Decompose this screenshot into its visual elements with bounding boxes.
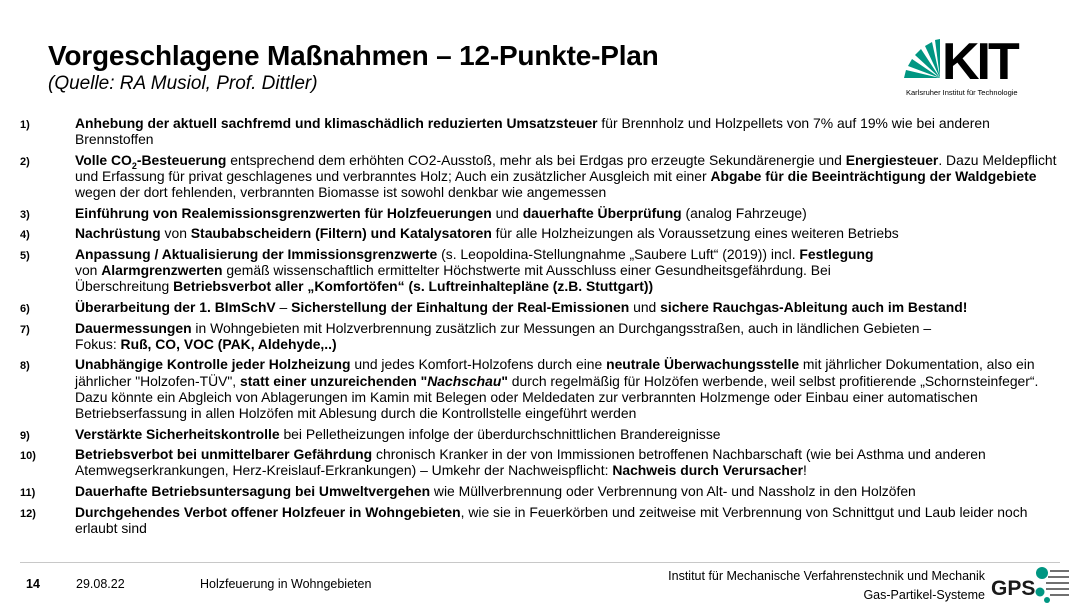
institute-line-2: Gas-Partikel-Systeme bbox=[863, 588, 985, 602]
item-text-bold: " bbox=[501, 372, 508, 389]
item-text-bold: Verstärkte Sicherheitskontrolle bbox=[75, 425, 280, 442]
item-number: 9) bbox=[20, 429, 30, 442]
item-text: in Wohngebieten mit Holzverbrennung zusätzlich zur Messungen an Durchgangsstraßen, auch in ländlichen Gebieten – bbox=[191, 319, 932, 336]
item-text-bold: Staubabscheidern (Filtern) und Katalysatoren bbox=[190, 225, 492, 242]
list-item bbox=[0, 504, 1080, 536]
item-text: – bbox=[275, 298, 292, 315]
list-item bbox=[0, 246, 1080, 295]
item-text-bold: Durchgehendes Verbot offener Holzfeuer in Wohngebieten bbox=[75, 503, 461, 520]
item-text: mit jährlicher Dokumentation, also ein jährlicher "Holzofen-TÜV", bbox=[75, 356, 1035, 389]
item-text: , wie sie in Feuerkörben und zeitweise mit Verbrennung von Schnittgut und Laub leider noch erlaubt sind bbox=[75, 503, 1028, 536]
list-item bbox=[0, 320, 1080, 352]
item-text: und jedes Komfort-Holzofens durch eine bbox=[350, 356, 607, 373]
footer-topic: Holzfeuerung in Wohngebieten bbox=[200, 577, 372, 591]
item-text: gemäß wissenschaftlich ermittelter Höchstwerte mit Ausschluss einer Gesundheitsgefährdung. Bei bbox=[222, 262, 831, 279]
item-number: 11) bbox=[20, 486, 36, 499]
item-text: für alle Holzheizungen als Voraussetzung eines weiteren Betriebs bbox=[491, 225, 899, 242]
item-text-bold: Betriebsverbot bei unmittelbarer Gefährdung bbox=[75, 446, 373, 463]
page-subtitle: (Quelle: RA Musiol, Prof. Dittler) bbox=[48, 73, 318, 94]
measures-list bbox=[0, 115, 1080, 540]
item-text: entsprechend dem erhöhten CO2-Ausstoß, mehr als bei Erdgas pro erzeugte Sekundärenergie und bbox=[226, 151, 846, 168]
item-text: für Brennholz und Holzpellets von 7% auf 19% wie bei anderen Brennstoffen bbox=[75, 115, 990, 148]
item-text-bold: Anhebung der aktuell sachfremd und klimaschädlich reduzierten Umsatzsteuer bbox=[75, 115, 598, 131]
item-text-bold: Festlegung bbox=[799, 245, 874, 262]
item-number: 4) bbox=[20, 229, 30, 242]
institute-line-1: Institut für Mechanische Verfahrenstechnik und Mechanik bbox=[668, 569, 985, 583]
item-text: (analog Fahrzeuge) bbox=[681, 204, 807, 221]
list-item bbox=[0, 426, 1080, 442]
item-number: 1) bbox=[20, 119, 30, 131]
item-text-bold: dauerhafte Überprüfung bbox=[522, 204, 682, 221]
item-text-bold: Alarmgrenzwerten bbox=[101, 262, 223, 279]
item-text-bold: neutrale Überwachungsstelle bbox=[606, 356, 800, 373]
item-text: (s. Leopoldina-Stellungnahme „Saubere Luft“ (2019)) incl. bbox=[437, 245, 800, 262]
kit-subtitle: Karlsruher Institut für Technologie bbox=[906, 88, 1018, 97]
item-text-bold: Einführung von Realemissionsgrenzwerten für Holzfeuerungen bbox=[75, 204, 492, 221]
item-text-bold: Unabhängige Kontrolle jeder Holzheizung bbox=[75, 356, 351, 373]
item-number: 12) bbox=[20, 507, 36, 520]
item-text-bold: statt einer unzureichenden " bbox=[240, 372, 428, 389]
item-text-bold: Dauermessungen bbox=[75, 319, 192, 336]
item-number: 2) bbox=[20, 155, 30, 168]
item-number: 8) bbox=[20, 360, 30, 373]
item-text-bold: Sicherstellung der Einhaltung der Real-Emissionen bbox=[291, 298, 630, 315]
item-number: 3) bbox=[20, 208, 30, 221]
item-text: . Dazu Meldepflicht und Erfassung für privat geschlagenes und verbranntes Holz; Auch ein zusätzlicher Ausgleich mit einer bbox=[75, 151, 1057, 184]
list-item bbox=[0, 356, 1080, 421]
list-item bbox=[0, 225, 1080, 241]
page-title: Vorgeschlagene Maßnahmen – 12-Punkte-Plan bbox=[48, 40, 659, 71]
gps-lines-icon bbox=[1046, 571, 1069, 595]
item-text-bold: Abgabe für die Beeinträchtigung der Waldgebiete bbox=[710, 168, 1037, 184]
item-number: 5) bbox=[20, 249, 30, 262]
item-number: 6) bbox=[20, 302, 30, 315]
list-item bbox=[0, 483, 1080, 499]
item-text-bold: Energiesteuer bbox=[845, 151, 939, 168]
item-text: chronisch Kranker in der von Immissionen betroffenen Nachbarschaft (wie bei Asthma und anderen Atemwegserkrankungen, Herz-Kreislauf-Erkrankungen) – Umkehr der Nachweispflicht: bbox=[75, 446, 986, 479]
item-number: 10) bbox=[20, 450, 36, 463]
page-number: 14 bbox=[26, 577, 40, 591]
item-text-bold: Nachweis durch Verursacher bbox=[612, 462, 804, 479]
item-text: durch regelmäßig für Holzöfen werbende, weil selbst profitierende „Schornsteinfeger“. Dazu könnte ein Abgleich von Ablagerungen im Kamin mit Belegen oder Meldedaten zur verbrannten Holzmenge oder Einbau einer automatischen Betriebserfassung in allen Holzöfen mit Ablesung durch die Kontrollstelle eingeführt werden bbox=[75, 372, 1039, 421]
list-item bbox=[0, 115, 1080, 147]
item-text: wie Müllverbrennung oder Verbrennung von Alt- und Nassholz in den Holzöfen bbox=[430, 482, 916, 499]
item-text: und bbox=[491, 204, 523, 221]
item-text: von bbox=[160, 225, 191, 242]
item-text-bold: Nachrüstung bbox=[75, 225, 161, 242]
gps-logo bbox=[990, 565, 1070, 605]
list-item bbox=[0, 299, 1080, 315]
item-text-bold: 2 bbox=[131, 160, 137, 171]
item-text: bei Pelletheizungen infolge der überdurchschnittlichen Brandereignisse bbox=[279, 425, 721, 442]
kit-fan-icon bbox=[904, 39, 940, 78]
gps-wordmark: GPS bbox=[991, 577, 1036, 600]
item-number: 7) bbox=[20, 323, 30, 336]
item-text: wegen der dort fehlenden, verbrannten Biomasse ist sowohl denkbar wie angemessen bbox=[75, 184, 607, 201]
item-text-bold: Volle CO bbox=[75, 151, 132, 168]
item-text-bold: Nachschau bbox=[427, 372, 502, 389]
item-text: Fokus: bbox=[75, 335, 121, 352]
item-text: ! bbox=[803, 462, 807, 479]
list-item bbox=[0, 446, 1080, 478]
gps-particles-icon bbox=[1036, 567, 1051, 603]
item-text-bold: Dauerhafte Betriebsuntersagung bei Umweltvergehen bbox=[75, 482, 431, 499]
item-text-bold: Betriebsverbot aller „Komfortöfen“ (s. Luftreinhaltepläne (z.B. Stuttgart)) bbox=[173, 278, 654, 295]
item-text-bold: sichere Rauchgas-Ableitung auch im Bestand! bbox=[660, 298, 968, 315]
item-text-bold: Anpassung / Aktualisierung der Immissionsgrenzwerte bbox=[75, 245, 438, 262]
footer-institute bbox=[668, 567, 985, 605]
kit-wordmark: KIT bbox=[942, 36, 1017, 91]
list-item bbox=[0, 205, 1080, 221]
item-text: Überschreitung bbox=[75, 278, 174, 295]
item-text: und bbox=[629, 298, 661, 315]
item-text: von bbox=[75, 262, 102, 279]
item-text-bold: Ruß, CO, VOC (PAK, Aldehyde,..) bbox=[120, 335, 337, 352]
footer-divider bbox=[20, 562, 1060, 563]
item-text-bold: -Besteuerung bbox=[136, 151, 227, 168]
item-text-bold: Überarbeitung der 1. BImSchV bbox=[75, 298, 276, 315]
list-item bbox=[0, 152, 1080, 201]
footer-date: 29.08.22 bbox=[76, 577, 125, 591]
